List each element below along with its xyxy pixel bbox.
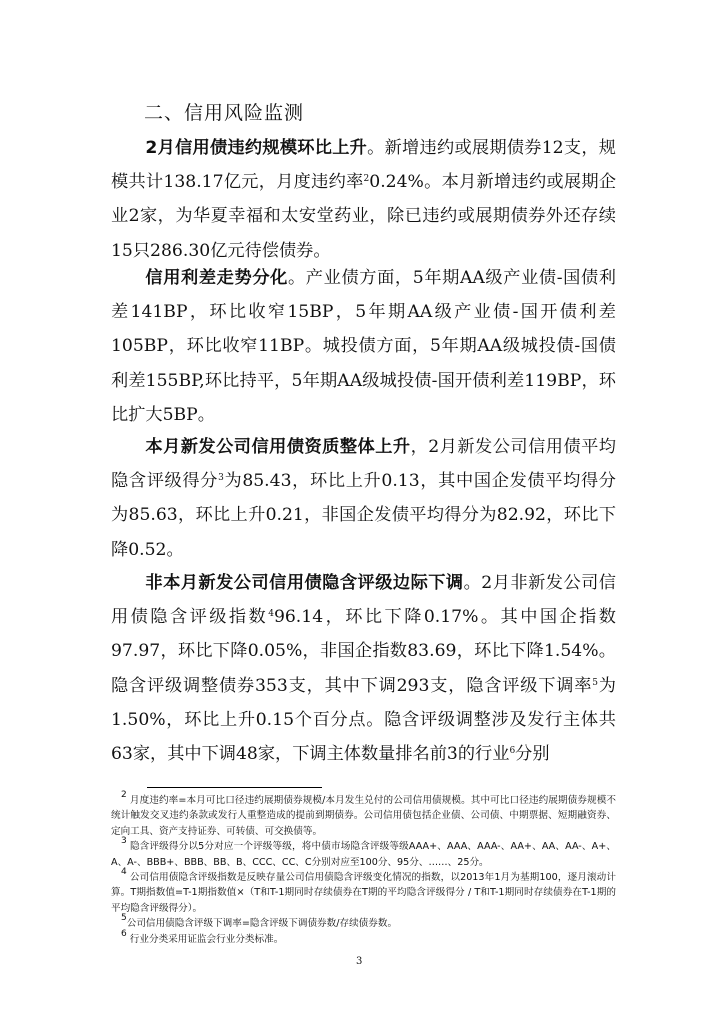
paragraph-text: 。2月非新发公司信用债隐含评级指数 (111, 573, 616, 628)
paragraph-text: 。产业债方面，5年期AA级产业债-国债利差141BP，环比收窄15BP，5年期AA级产业债-国开债利差105BP，环比收窄11BP。城投债方面，5年期AA级城投债-国债利差155BP,环比持平，5年期AA级城投债-国开债利差119BP，环比扩大5BP。 (111, 268, 616, 425)
paragraph-credit-spread (111, 261, 616, 432)
footnote-ref[interactable]: 6 (509, 746, 516, 757)
paragraph-new-issue-quality (111, 430, 616, 567)
footnote-item: $^4$ 公司信用债隐含评级指数是反映存量公司信用债隐含评级变化情况的指数，以2013年1月为基期100，逐月滚动计算。T期指数值=T-1期指数值×（T和T-1期同时存续债券在T期的平均隐含评级得分 / T和T-1期同时存续债券在T-1期的平均隐含评级得分）。 (111, 867, 616, 914)
page-number: 3 (356, 956, 363, 967)
paragraph-text: ，2月新发公司信用债平均隐含评级得分 (111, 437, 617, 492)
footnote-item: $^2$ 月度违约率=本月可比口径违约展期债券规模/本月发生兑付的公司信用债规模。其中可比口径违约展期债券规模不统计触发交叉违约条款或发行人重整造成的提前到期债券。公司信用债包括企业债、公司债、中期票据、短期融资券、定向工具、资产支持证券、可转债、可交换债等。 (111, 790, 616, 837)
footnote-ref[interactable]: 2 (363, 174, 370, 185)
paragraph-lead: 非本月新发公司信用债隐含评级边际下调 (145, 573, 464, 593)
section-heading: 二、信用风险监测 (144, 102, 305, 124)
paragraph-text: 0.24%。本月新增违约或展期企业2家，为华夏幸福和太安堂药业，除已违约或展期债券外还存续15只286.30亿元待偿债券。 (111, 172, 617, 261)
footnote-separator (147, 787, 322, 788)
paragraph-lead: 信用利差走势分化 (145, 268, 288, 288)
footnote-text: 隐含评级得分以5分对应一个评级等级，将中债市场隐含评级等级AAA+、AAA、AAA-、AA+、AA、AA-、A+、A、A-、BBB+、BBB、BB、B、CCC、CC、C分别对应至100分、95分、……、25分。 (111, 841, 616, 868)
footnotes (111, 790, 616, 947)
paragraph-lead: 2月信用债违约规模环比上升 (145, 138, 368, 158)
paragraph-default-scale (111, 131, 616, 268)
paragraph-text: 为85.43，环比上升0.13，其中国企发债平均得分为85.63，环比上升0.21，非国企发债平均得分为82.92，环比下降0.52。 (111, 471, 616, 560)
paragraph-text: 为1.50%，环比上升0.15个百分点。隐含评级调整涉及发行主体共63家，其中下调48家，下调主体数量排名前3的行业 (111, 675, 616, 765)
paragraph-text: 96.14，环比下降0.17%。其中国企指数97.97，环比下降0.05%，非国企指数83.69，环比下降1.54%。隐含评级调整债券353支，其中下调293支，隐含评级下调率 (111, 607, 616, 696)
footnote-item: $^6$ 行业分类采用证监会行业分类标准。 (121, 928, 284, 945)
footnote-ref[interactable]: 4 (268, 609, 274, 620)
footnote-item: $^3$ 隐含评级得分以5分对应一个评级等级，将中债市场隐含评级等级AAA+、AAA、AAA-、AA+、AA、AA-、A+、A、A-、BBB+、BBB、BB、B、CCC、CC、C分别对应至100分、95分、……、25分。 (111, 836, 616, 868)
footnote-ref[interactable]: 5 (592, 677, 598, 688)
footnote-item: $^5$公司信用债隐含评级下调率=隐含评级下调债券数/存续债券数。 (121, 913, 398, 930)
footnote-text: 月度违约率=本月可比口径违约展期债券规模/本月发生兑付的公司信用债规模。其中可比口径违约展期债券规模不统计触发交叉违约条款或发行人重整造成的提前到期债券。公司信用债包括企业债、公司债、中期票据、短期融资券、定向工具、资产支持证券、可转债、可交换债等。 (111, 795, 616, 837)
footnote-text: 行业分类采用证监会行业分类标准。 (129, 933, 284, 945)
paragraph-implied-rating (111, 566, 616, 771)
paragraph-lead: 本月新发公司信用债资质整体上升 (145, 437, 411, 457)
footnote-ref[interactable]: 3 (218, 473, 224, 484)
paragraph-text: 分别 (515, 744, 550, 765)
footnote-text: 公司信用债隐含评级指数是反映存量公司信用债隐含评级变化情况的指数，以2013年1月为基期100，逐月滚动计算。T期指数值=T-1期指数值×（T和T-1期同时存续债券在T期的平均隐含评级得分 / T和T-1期同时存续债券在T-1期的平均隐含评级得分）。 (111, 872, 616, 914)
footnote-text: 公司信用债隐含评级下调率=隐含评级下调债券数/存续债券数。 (126, 918, 398, 930)
paragraph-text: 。新增违约或展期债券12支，规模共计138.17亿元，月度违约率 (111, 138, 616, 193)
